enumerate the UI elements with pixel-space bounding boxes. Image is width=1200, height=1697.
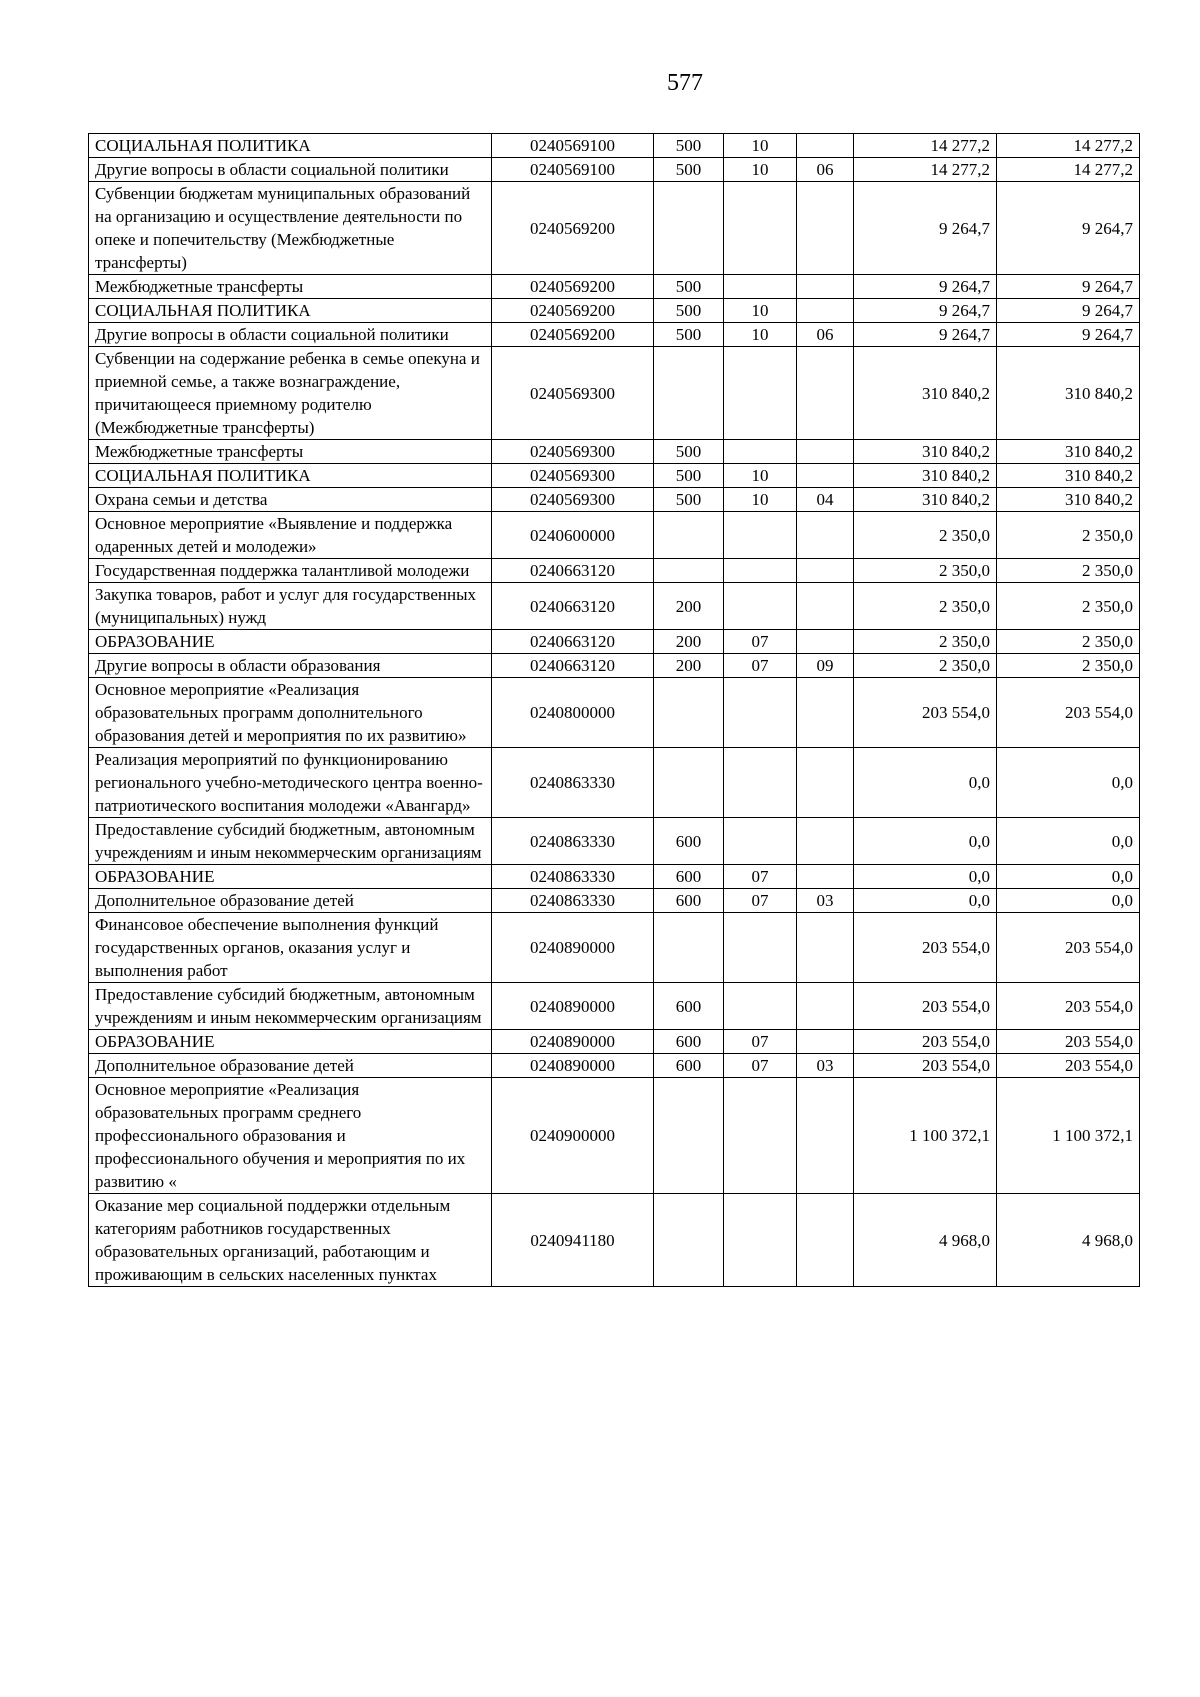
row-amount-year2: 310 840,2	[997, 488, 1140, 512]
row-amount-year2: 2 350,0	[997, 512, 1140, 559]
row-amount-year1: 14 277,2	[854, 158, 997, 182]
row-section	[724, 983, 797, 1030]
row-section: 10	[724, 464, 797, 488]
row-subsection: 03	[797, 889, 854, 913]
row-amount-year1: 310 840,2	[854, 440, 997, 464]
row-section	[724, 440, 797, 464]
row-subsection	[797, 512, 854, 559]
row-expense-type: 600	[654, 818, 724, 865]
row-name: СОЦИАЛЬНАЯ ПОЛИТИКА	[89, 464, 492, 488]
row-subsection	[797, 818, 854, 865]
row-section: 07	[724, 1054, 797, 1078]
row-amount-year1: 9 264,7	[854, 299, 997, 323]
row-amount-year1: 310 840,2	[854, 347, 997, 440]
row-section	[724, 678, 797, 748]
row-name: Основное мероприятие «Реализация образовательных программ среднего профессионального образования и профессионального обучения и мероприятия по их развитию «	[89, 1078, 492, 1194]
row-amount-year2: 310 840,2	[997, 464, 1140, 488]
row-target-article: 0240569100	[492, 134, 654, 158]
row-amount-year1: 2 350,0	[854, 512, 997, 559]
row-name: Охрана семьи и детства	[89, 488, 492, 512]
table-row	[89, 182, 1140, 275]
row-section: 07	[724, 865, 797, 889]
row-section: 10	[724, 158, 797, 182]
row-target-article: 0240663120	[492, 583, 654, 630]
row-name: Предоставление субсидий бюджетным, автономным учреждениям и иным некоммерческим организациям	[89, 818, 492, 865]
row-subsection	[797, 1030, 854, 1054]
row-section	[724, 748, 797, 818]
row-name: Межбюджетные трансферты	[89, 275, 492, 299]
row-name: Финансовое обеспечение выполнения функций государственных органов, оказания услуг и выполнения работ	[89, 913, 492, 983]
row-expense-type: 500	[654, 275, 724, 299]
row-target-article: 0240900000	[492, 1078, 654, 1194]
row-expense-type: 600	[654, 1030, 724, 1054]
table-row	[89, 464, 1140, 488]
row-expense-type	[654, 678, 724, 748]
row-subsection	[797, 347, 854, 440]
row-name: Государственная поддержка талантливой молодежи	[89, 559, 492, 583]
row-target-article: 0240890000	[492, 983, 654, 1030]
row-subsection: 06	[797, 323, 854, 347]
row-subsection	[797, 678, 854, 748]
row-amount-year2: 2 350,0	[997, 654, 1140, 678]
table-row	[89, 275, 1140, 299]
row-amount-year2: 0,0	[997, 889, 1140, 913]
row-amount-year2: 310 840,2	[997, 347, 1140, 440]
table-row	[89, 1030, 1140, 1054]
table-row	[89, 1078, 1140, 1194]
row-subsection	[797, 440, 854, 464]
row-name: Основное мероприятие «Реализация образовательных программ дополнительного образования детей и мероприятия по их развитию»	[89, 678, 492, 748]
row-section	[724, 559, 797, 583]
row-expense-type: 500	[654, 488, 724, 512]
row-target-article: 0240569200	[492, 275, 654, 299]
row-name: Другие вопросы в области социальной политики	[89, 323, 492, 347]
table-row	[89, 583, 1140, 630]
row-amount-year2: 9 264,7	[997, 323, 1140, 347]
row-subsection	[797, 583, 854, 630]
row-target-article: 0240863330	[492, 865, 654, 889]
row-name: ОБРАЗОВАНИЕ	[89, 865, 492, 889]
table-row	[89, 299, 1140, 323]
row-amount-year2: 2 350,0	[997, 630, 1140, 654]
row-subsection	[797, 559, 854, 583]
row-section: 07	[724, 889, 797, 913]
row-expense-type: 600	[654, 1054, 724, 1078]
row-amount-year2: 1 100 372,1	[997, 1078, 1140, 1194]
row-amount-year1: 203 554,0	[854, 678, 997, 748]
row-target-article: 0240569300	[492, 464, 654, 488]
row-amount-year1: 310 840,2	[854, 464, 997, 488]
row-amount-year1: 0,0	[854, 865, 997, 889]
row-name: Оказание мер социальной поддержки отдельным категориям работников государственных образовательных организаций, работающим и проживающим в сельских населенных пунктах	[89, 1194, 492, 1287]
table-row	[89, 630, 1140, 654]
row-amount-year1: 9 264,7	[854, 323, 997, 347]
row-expense-type	[654, 1078, 724, 1194]
row-section	[724, 512, 797, 559]
row-subsection	[797, 275, 854, 299]
row-target-article: 0240941180	[492, 1194, 654, 1287]
row-expense-type: 200	[654, 630, 724, 654]
row-target-article: 0240663120	[492, 630, 654, 654]
row-name: Межбюджетные трансферты	[89, 440, 492, 464]
row-amount-year1: 2 350,0	[854, 630, 997, 654]
row-amount-year1: 0,0	[854, 818, 997, 865]
row-section	[724, 913, 797, 983]
row-name: Дополнительное образование детей	[89, 1054, 492, 1078]
row-subsection: 06	[797, 158, 854, 182]
row-amount-year2: 0,0	[997, 818, 1140, 865]
row-amount-year1: 2 350,0	[854, 583, 997, 630]
row-section: 10	[724, 488, 797, 512]
budget-table-body	[89, 134, 1140, 1287]
row-section: 10	[724, 299, 797, 323]
row-amount-year2: 2 350,0	[997, 559, 1140, 583]
row-section: 07	[724, 1030, 797, 1054]
table-row	[89, 654, 1140, 678]
row-target-article: 0240569200	[492, 323, 654, 347]
row-subsection: 09	[797, 654, 854, 678]
row-amount-year1: 203 554,0	[854, 913, 997, 983]
row-expense-type	[654, 559, 724, 583]
row-amount-year2: 14 277,2	[997, 134, 1140, 158]
row-section	[724, 182, 797, 275]
row-name: Другие вопросы в области образования	[89, 654, 492, 678]
table-row	[89, 865, 1140, 889]
row-subsection	[797, 1194, 854, 1287]
row-section: 07	[724, 654, 797, 678]
row-amount-year1: 9 264,7	[854, 182, 997, 275]
row-expense-type: 500	[654, 440, 724, 464]
row-expense-type: 200	[654, 654, 724, 678]
row-amount-year1: 310 840,2	[854, 488, 997, 512]
row-subsection: 03	[797, 1054, 854, 1078]
row-expense-type: 600	[654, 983, 724, 1030]
row-amount-year2: 0,0	[997, 865, 1140, 889]
row-amount-year1: 4 968,0	[854, 1194, 997, 1287]
row-target-article: 0240569300	[492, 347, 654, 440]
table-row	[89, 818, 1140, 865]
row-amount-year2: 203 554,0	[997, 983, 1140, 1030]
row-expense-type: 600	[654, 865, 724, 889]
row-subsection	[797, 983, 854, 1030]
row-subsection: 04	[797, 488, 854, 512]
row-name: ОБРАЗОВАНИЕ	[89, 630, 492, 654]
table-row	[89, 134, 1140, 158]
row-amount-year2: 9 264,7	[997, 275, 1140, 299]
table-row	[89, 512, 1140, 559]
row-target-article: 0240800000	[492, 678, 654, 748]
row-section	[724, 1194, 797, 1287]
row-subsection	[797, 182, 854, 275]
table-row	[89, 488, 1140, 512]
row-subsection	[797, 630, 854, 654]
row-amount-year1: 2 350,0	[854, 654, 997, 678]
row-amount-year2: 4 968,0	[997, 1194, 1140, 1287]
row-section	[724, 1078, 797, 1194]
row-expense-type: 500	[654, 464, 724, 488]
row-target-article: 0240863330	[492, 818, 654, 865]
row-amount-year1: 203 554,0	[854, 1030, 997, 1054]
table-row	[89, 347, 1140, 440]
row-target-article: 0240890000	[492, 913, 654, 983]
row-name: Дополнительное образование детей	[89, 889, 492, 913]
row-name: Субвенции бюджетам муниципальных образований на организацию и осуществление деятельности по опеке и попечительству (Межбюджетные трансферты)	[89, 182, 492, 275]
row-target-article: 0240663120	[492, 654, 654, 678]
row-subsection	[797, 913, 854, 983]
row-name: Реализация мероприятий по функционированию регионального учебно-методического центра военно-патриотического воспитания молодежи «Авангард»	[89, 748, 492, 818]
page-number: 577	[667, 70, 703, 96]
row-amount-year2: 0,0	[997, 748, 1140, 818]
table-row	[89, 158, 1140, 182]
row-section	[724, 818, 797, 865]
row-amount-year2: 9 264,7	[997, 182, 1140, 275]
row-subsection	[797, 865, 854, 889]
row-target-article: 0240890000	[492, 1030, 654, 1054]
row-target-article: 0240863330	[492, 889, 654, 913]
row-amount-year1: 9 264,7	[854, 275, 997, 299]
row-target-article: 0240569100	[492, 158, 654, 182]
row-amount-year1: 14 277,2	[854, 134, 997, 158]
table-row	[89, 440, 1140, 464]
budget-table	[88, 133, 1140, 1287]
row-name: Предоставление субсидий бюджетным, автономным учреждениям и иным некоммерческим организациям	[89, 983, 492, 1030]
row-amount-year2: 203 554,0	[997, 1030, 1140, 1054]
row-amount-year1: 0,0	[854, 889, 997, 913]
row-section	[724, 275, 797, 299]
row-expense-type	[654, 1194, 724, 1287]
table-row	[89, 983, 1140, 1030]
row-amount-year2: 203 554,0	[997, 913, 1140, 983]
row-name: Закупка товаров, работ и услуг для государственных (муниципальных) нужд	[89, 583, 492, 630]
row-amount-year2: 310 840,2	[997, 440, 1140, 464]
row-amount-year1: 0,0	[854, 748, 997, 818]
row-target-article: 0240569200	[492, 299, 654, 323]
row-expense-type: 500	[654, 158, 724, 182]
row-name: Субвенции на содержание ребенка в семье опекуна и приемной семье, а также вознаграждение, причитающееся приемному родителю (Межбюджетные трансферты)	[89, 347, 492, 440]
row-section	[724, 583, 797, 630]
row-subsection	[797, 134, 854, 158]
row-name: СОЦИАЛЬНАЯ ПОЛИТИКА	[89, 134, 492, 158]
row-target-article: 0240890000	[492, 1054, 654, 1078]
row-section: 07	[724, 630, 797, 654]
row-expense-type	[654, 512, 724, 559]
row-expense-type: 500	[654, 134, 724, 158]
row-name: ОБРАЗОВАНИЕ	[89, 1030, 492, 1054]
table-row	[89, 748, 1140, 818]
row-target-article: 0240569200	[492, 182, 654, 275]
row-expense-type: 600	[654, 889, 724, 913]
table-row	[89, 913, 1140, 983]
row-expense-type: 500	[654, 323, 724, 347]
row-amount-year2: 14 277,2	[997, 158, 1140, 182]
table-row	[89, 1194, 1140, 1287]
row-section: 10	[724, 134, 797, 158]
row-expense-type	[654, 182, 724, 275]
row-expense-type: 200	[654, 583, 724, 630]
row-amount-year2: 203 554,0	[997, 1054, 1140, 1078]
table-row	[89, 323, 1140, 347]
table-row	[89, 559, 1140, 583]
row-amount-year1: 203 554,0	[854, 1054, 997, 1078]
row-target-article: 0240569300	[492, 440, 654, 464]
row-expense-type: 500	[654, 299, 724, 323]
row-expense-type	[654, 748, 724, 818]
row-subsection	[797, 1078, 854, 1194]
row-target-article: 0240863330	[492, 748, 654, 818]
table-row	[89, 1054, 1140, 1078]
row-amount-year2: 2 350,0	[997, 583, 1140, 630]
row-subsection	[797, 464, 854, 488]
row-subsection	[797, 748, 854, 818]
row-expense-type	[654, 913, 724, 983]
row-target-article: 0240600000	[492, 512, 654, 559]
row-name: Другие вопросы в области социальной политики	[89, 158, 492, 182]
row-amount-year1: 2 350,0	[854, 559, 997, 583]
row-expense-type	[654, 347, 724, 440]
row-section	[724, 347, 797, 440]
row-name: СОЦИАЛЬНАЯ ПОЛИТИКА	[89, 299, 492, 323]
row-amount-year1: 1 100 372,1	[854, 1078, 997, 1194]
row-subsection	[797, 299, 854, 323]
row-target-article: 0240663120	[492, 559, 654, 583]
row-target-article: 0240569300	[492, 488, 654, 512]
row-section: 10	[724, 323, 797, 347]
table-row	[89, 678, 1140, 748]
row-name: Основное мероприятие «Выявление и поддержка одаренных детей и молодежи»	[89, 512, 492, 559]
row-amount-year1: 203 554,0	[854, 983, 997, 1030]
row-amount-year2: 203 554,0	[997, 678, 1140, 748]
row-amount-year2: 9 264,7	[997, 299, 1140, 323]
table-row	[89, 889, 1140, 913]
